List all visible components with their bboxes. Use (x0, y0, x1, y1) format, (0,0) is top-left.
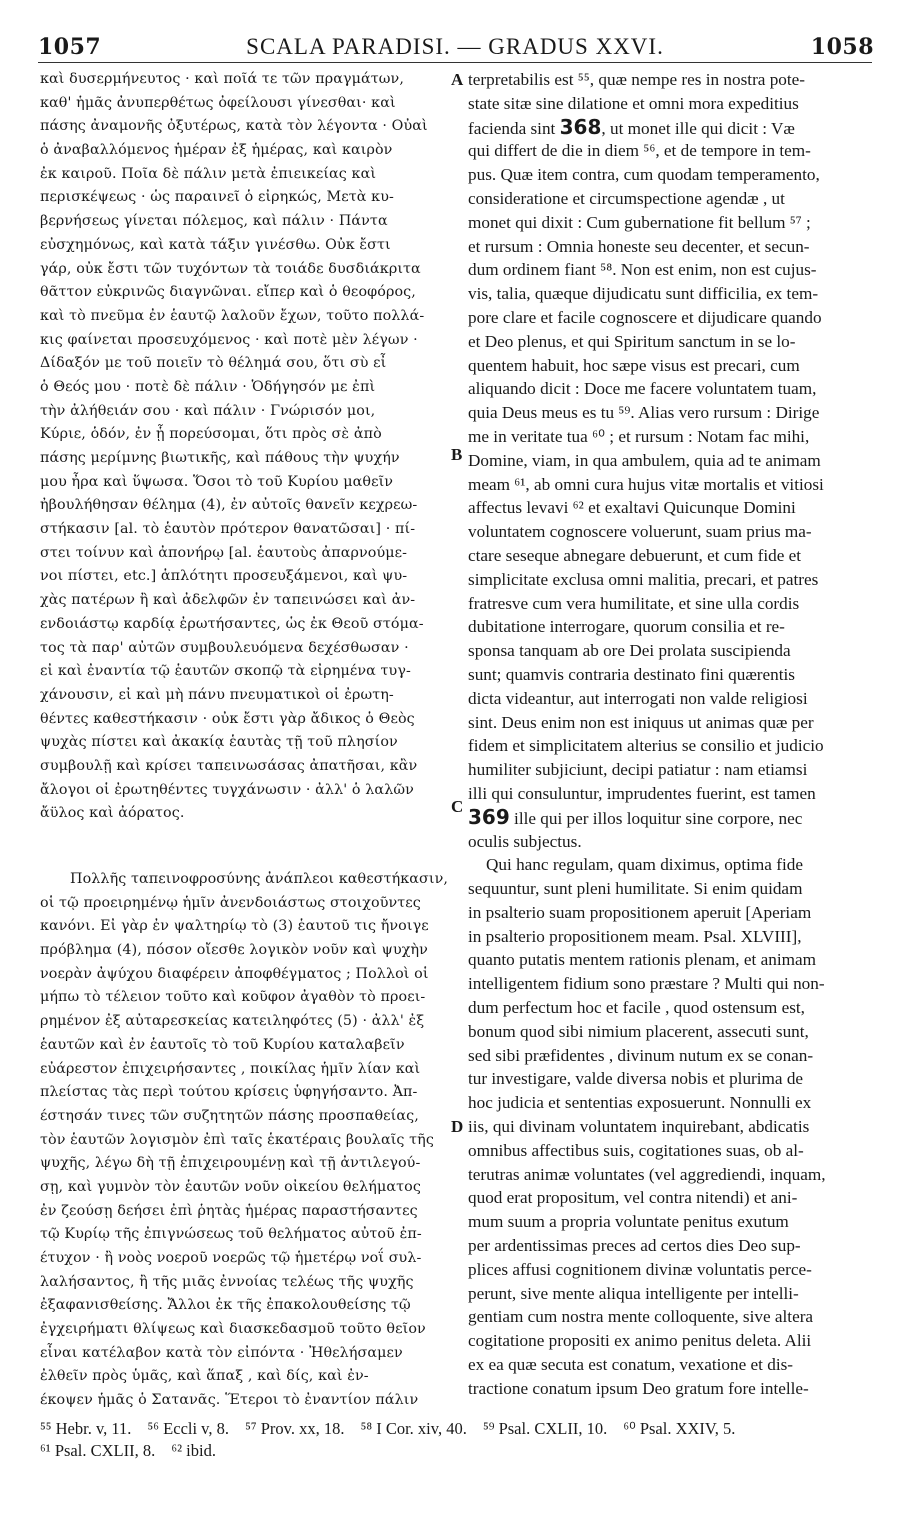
latin-text-line: sequuntur, sunt pleni humilitate. Si enim quidam (468, 879, 803, 899)
page-number-left: 1057 (38, 34, 102, 60)
footnote-line-2 (40, 1440, 874, 1462)
greek-text-line: ἐξαφανισθείσης. Ἄλλοι ἐκ τῆς ἐπακολουθείσης τῷ (40, 1297, 411, 1314)
greek-text-line: βερνήσεως γίνεται πόλεμος, καὶ πάλιν · Πάντα (40, 213, 388, 230)
latin-text-line: in psalterio suam propositionem aperuit [Aperiam (468, 902, 812, 922)
latin-text-line: qui differt de die in diem ⁵⁶, et de tempore in tem- (468, 141, 811, 161)
greek-text-line: κανόνι. Εἰ γὰρ ἐν ψαλτηρίῳ τὸ (3) ἑαυτοῦ τις ἤνοιγε (40, 918, 429, 935)
greek-text-line: στει τοίνυν καὶ ἀπονήρῳ [al. ἑαυτοὺς ἀπαρνούμε- (40, 544, 408, 561)
latin-text-line: quia Deus meus es tu ⁵⁹. Alias vero rursum : Dirige (468, 403, 820, 423)
greek-text-line: ἑαυτῶν καὶ ἐν ἑαυτοῖς τὸ τοῦ Κυρίου καταλαβεῖν (40, 1036, 405, 1053)
greek-text-line: καὶ δυσερμήνευτος · καὶ ποῖά τε τῶν πραγμάτων, (40, 71, 404, 87)
latin-text-line: in psalterio propositionem meam. Psal. XLVIII], (468, 926, 802, 946)
greek-text-line: τος τὰ παρ' αὐτῶν συμβουλευόμενα δεχέσθωσαν · (40, 639, 409, 656)
footnote: ⁵⁵ Hebr. v, 11. (40, 1419, 132, 1438)
footnote: ⁶⁰ Psal. XXIV, 5. (623, 1419, 736, 1438)
latin-text-line: quanto putatis mentem rationis plenam, et animam (468, 950, 816, 970)
latin-text-line: monet qui dixit : Cum gubernatione fit bellum ⁵⁷ ; (468, 212, 811, 232)
latin-text-line: sint. Deus enim non est iniquus ut animas quæ per (468, 712, 814, 732)
latin-text-line: per ardentissimas preces ad certos dies Deo sup- (468, 1236, 801, 1256)
latin-text-line: bonum quod sibi nimium placerent, assecuti sunt, (468, 1021, 809, 1041)
latin-text-line: terutras animæ voluntates (vel aggrediendi, inquam, (468, 1164, 826, 1184)
greek-text-line: πλείστας τὰς περὶ τούτου κρίσεις ὑφηγήσαντο. Ἀπ- (40, 1084, 418, 1101)
latin-text-line: voluntatem cognoscere voluerunt, suam prius ma- (468, 522, 812, 542)
latin-text-line: oculis subjectus. (468, 831, 582, 851)
header-rule (38, 62, 872, 63)
section-letter-c: C (451, 797, 464, 816)
footnote: ⁵⁷ Prov. xx, 18. (245, 1419, 345, 1438)
latin-text-line: dubitatione interrogare, quorum consilia et re- (468, 617, 785, 637)
greek-text-line: νοι πίστει, etc.] ἁπλότητι προσευξάμενοι, καὶ ψυ- (40, 568, 408, 585)
latin-text-line: pus. Quæ item contra, cum quodam temperamento, (468, 165, 820, 185)
footnotes (40, 1418, 874, 1462)
latin-text-line: ex ea quæ secuta est conatum, vexatione et dis- (468, 1355, 794, 1375)
running-title: SCALA PARADISI. — GRADUS XXVI. (246, 34, 664, 59)
latin-text-line: vis, talia, quæque dijudicatu sunt difficilia, ex tem- (468, 284, 819, 304)
section-letter-b: B (451, 445, 463, 464)
greek-text-line: ἐλθεῖν πρὸς ὑμᾶς, καὶ ἅπαξ , καὶ δίς, καὶ ἐν- (40, 1368, 369, 1385)
latin-text-line: iis, qui divinam voluntatem inquirebant, abdicatis (468, 1117, 810, 1137)
greek-text-line: νοερὰν ἀψύχου διαφέρειν ἀποφθέγματος ; Πολλοὶ οἱ (40, 965, 429, 982)
latin-text-line: pore clare et facile cognoscere et dijudicare quando (468, 307, 822, 327)
latin-text-line: plices affusi cognitionem divinæ voluntatis perce- (468, 1259, 812, 1279)
column-number: 368 (559, 114, 602, 139)
greek-text-line: γάρ, οὐκ ἔστι τῶν τυχόντων τὰ τοιάδε δυσδιάκριτα (40, 260, 421, 277)
latin-text-line: ctare seseque abnegare debuerunt, et cum fide et (468, 545, 802, 565)
latin-text-line: quentem habuit, hoc sæpe visus est precari, cum (468, 355, 800, 375)
greek-text-line: συμβουλῇ καὶ κρίσει ταπεινωσάσας ἀπατῆσαι, κἂν (40, 757, 418, 774)
greek-text-line: ενδοιάστῳ καρδίᾳ ἐρωτήσαντες, ὡς ἐκ Θεοῦ στόμα- (40, 615, 424, 632)
latin-text-line: simplicitate exclusa omni malitia, precari, et patres (468, 569, 819, 589)
footnote: ⁵⁶ Eccli v, 8. (147, 1419, 229, 1438)
greek-text-line: πάσης ἀναμονῆς ὀξυτέρως, κατὰ τὸν λέγοντα · Οὐαὶ (40, 118, 428, 135)
latin-text-line: sponsa tanquam ab ore Dei prolata suscipienda (468, 641, 791, 661)
greek-text-line: χὰς πατέρων ἢ καὶ ἀδελφῶν ἐν ταπεινώσει καὶ ἀν- (40, 592, 416, 609)
latin-text-line: et rursum : Omnia honeste seu decenter, et secun- (468, 236, 810, 256)
greek-text-line: εἰ καὶ ἐναντία τῷ ἑαυτῶν σκοπῷ τὰ εἰρημένα τυγ- (40, 663, 411, 680)
greek-text-line: καθ' ἡμᾶς ἀνυπερθέτως ὀφείλουσι γίνεσθαι· καὶ (40, 94, 396, 111)
greek-text-line: ἐγχειρήματι θλίψεως καὶ διασκεδασμοῦ τοῦτο θεῖον (40, 1321, 426, 1338)
latin-text-line: et Deo plenus, et qui Spiritum sanctum in se lo- (468, 331, 796, 351)
greek-text-line: περισκέψεως · ὡς παραινεῖ ὁ εἰρηκώς, Μετὰ κυ- (40, 189, 394, 206)
page-header (36, 30, 874, 64)
latin-text-line: humiliter subjiciunt, decipi patiatur : nam etiamsi (468, 760, 808, 780)
latin-text-line: tur investigare, valde diversa nobis et plurima de (468, 1069, 804, 1089)
latin-text-line: illi qui consuluntur, imprudentes fuerint, est tamen (468, 783, 816, 803)
latin-text-line: consideratione et circumspectione agendæ , ut (468, 188, 785, 208)
latin-text-line: perunt, sive mente aliqua intelligente per intelli- (468, 1283, 799, 1303)
latin-text-line: gentiam cum nostra mente colloquente, sive altera (468, 1307, 814, 1327)
greek-text-line: ἐν ζεούσῃ δεήσει ἐπὶ ῥητὰς ἡμέρας παραστήσαντες (40, 1202, 418, 1219)
latin-text-line: intelligentem fidium sono præstare ? Multi qui non- (468, 974, 825, 994)
latin-text-line: dum ordinem fiant ⁵⁸. Non est enim, non est cujus- (468, 260, 817, 280)
latin-text-line: facienda sint 368, ut monet ille qui dicit : Væ (468, 114, 795, 139)
latin-text-line: me in veritate tua ⁶⁰ ; et rursum : Notam fac mihi, (468, 426, 810, 446)
latin-text-line: tractione conatum ipsum Deo gratum fore intelle- (468, 1378, 809, 1398)
greek-text-line: ὁ ἀναβαλλόμενος ἡμέραν ἐξ ἡμέρας, καὶ καιρὸν (40, 142, 393, 159)
section-letter-d: D (451, 1117, 464, 1136)
greek-text-line: ἄϋλος καὶ ἀόρατος. (40, 805, 185, 822)
paragraph-gap (40, 826, 450, 868)
greek-text-line: πρόβλημα (4), πόσον οἴεσθε λογικὸν νοῦν καὶ ψυχὴν (40, 942, 428, 959)
greek-text-line: κις φαίνεται προσευχόμενος · καὶ ποτὲ μὲν λέγων · (40, 331, 418, 348)
latin-text-line: aliquando dicit : Doce me facere voluntatem tuam, (468, 379, 817, 399)
latin-text-line: sed sibi præfidentes , divinum nutum ex se conan- (468, 1045, 814, 1065)
greek-text-line: έκοψεν ἡμᾶς ὁ Σατανᾶς. Ἕτεροι τὸ ἐναντίον πάλιν (40, 1392, 419, 1409)
greek-column (40, 68, 450, 1413)
latin-text-line: state sitæ sine dilatione et omni mora expeditius (468, 93, 799, 113)
latin-text-line: meam ⁶¹, ab omni cura hujus vitæ mortalis et vitiosi (468, 474, 824, 494)
greek-text-line: λαλήσαντος, ἢ τῆς μιᾶς ἐννοίας τελέως τῆς ψυχῆς (40, 1273, 414, 1290)
latin-text-line: 369 ille qui per illos loquitur sine corpore, nec (468, 804, 803, 829)
greek-text-line: ἐκ καιροῦ. Ποῖα δὲ πάλιν μετὰ ἐπιεικείας καὶ (40, 165, 377, 182)
greek-text-line: τὴν ἀλήθειάν σου · καὶ πάλιν · Γνώρισόν μοι, (40, 402, 376, 419)
greek-text-line: εἶναι κατέλαβον κατὰ τὸν εἰπόντα · Ἠθελήσαμεν (40, 1344, 403, 1361)
greek-text-line: ὁ Θεός μου · ποτὲ δὲ πάλιν · Ὁδήγησόν με ἐπὶ (40, 378, 376, 395)
greek-text-line: τὸν ἑαυτῶν λογισμὸν ἐπὶ ταῖς ἑκατέραις βουλαῖς τῆς (40, 1131, 434, 1148)
latin-text-line: fidem et simplicitatem alterius se consilio et judicio (468, 736, 824, 756)
greek-text-line: εὐσχημόνως, καὶ κατὰ τάξιν γινέσθω. Οὐκ ἔστι (40, 236, 391, 253)
greek-text-line: θέντες καθεστήκασιν · οὐκ ἔστι γὰρ ἄδικος ὁ Θεὸς (40, 710, 415, 727)
column-number: 369 (468, 804, 510, 829)
footnote-line-1 (40, 1418, 874, 1440)
greek-text-line: καὶ τὸ πνεῦμα ἐν ἑαυτῷ λαλοῦν ἔχων, τοῦτο πολλά- (40, 307, 425, 324)
greek-text-line: θᾶττον εὐκρινῶς διαγνῶναι. εἴπερ καὶ ὁ θεοφόρος, (40, 284, 416, 301)
latin-text-line: Domine, viam, in qua ambulem, quia ad te animam (468, 450, 821, 470)
greek-text-line: έτυχον · ἢ νοὸς νοεροῦ νοερῶς τῷ ἡμετέρῳ νοΐ συλ- (40, 1250, 422, 1266)
latin-text-line: hoc judicia et sententias exposuerunt. Nonnulli ex (468, 1093, 812, 1113)
greek-text-line: έστησάν τινες τῶν συζητητῶν πάσης προσπαθείας, (40, 1107, 419, 1124)
footnote: ⁶¹ Psal. CXLII, 8. (40, 1441, 156, 1460)
greek-text-line: μου ἦρα καὶ ὕψωσα. Ὅσοι τὸ τοῦ Κυρίου μαθεῖν (40, 473, 394, 490)
latin-text-line: Qui hanc regulam, quam diximus, optima fide (486, 855, 803, 875)
latin-text-line: terpretabilis est ⁵⁵, quæ nempe res in nostra pote- (468, 70, 806, 89)
latin-column (468, 68, 878, 1401)
greek-text-line: Πολλῆς ταπεινοφροσύνης ἀνάπλεοι καθεστήκασιν, (70, 871, 449, 887)
greek-text-line: ἄλογοι οἱ ἐρωτηθέντες τυγχάνωσιν · ἀλλ' ὁ λαλῶν (40, 781, 414, 798)
greek-text-line: εὐάρεστον ἐπιχειρήσαντες , ποικίλας ἡμῖν λίαν καὶ (40, 1060, 421, 1077)
footnote: ⁶² ibid. (171, 1441, 216, 1460)
latin-text-line: sunt; quamvis contraria destinato fini quærentis (468, 664, 795, 684)
latin-text-line: cogitatione propositi ex animo penitus deleta. Alii (468, 1331, 812, 1351)
page-number-right: 1058 (810, 34, 874, 60)
greek-text-line: τῷ Κυρίῳ τῆς ἐπιγνώσεως τοῦ θελήματος αὐτοῦ ἐπ- (40, 1226, 422, 1243)
greek-text-line: πάσης μερίμνης βιωτικῆς, καὶ πάθους τὴν ψυχήν (40, 450, 400, 466)
greek-text-line: ψυχῆς, λέγω δὴ τῇ ἐπιχειρουμένῃ καὶ τῇ ἀντιλεγού- (40, 1155, 421, 1172)
greek-text-line: ψυχὰς πίστει καὶ ἀκακίᾳ ἑαυτὰς τῇ τοῦ πλησίον (40, 734, 398, 751)
greek-text-line: στήκασιν [al. τὸ ἑαυτὸν πρότερον θανατῶσαι] · πί- (40, 521, 416, 538)
greek-text-line: χάνουσιν, εἰ καὶ μὴ πάνυ πνευματικοὶ οἱ ἐρωτη- (40, 686, 394, 703)
latin-text-line: quod erat propositum, vel contra nitendi) et ani- (468, 1188, 798, 1208)
footnote: ⁵⁹ Psal. CXLII, 10. (482, 1419, 608, 1438)
latin-text-line: fratresve cum vera humilitate, et sine ulla cordis (468, 593, 800, 613)
latin-text-line: affectus levavi ⁶² et exaltavi Quicunque Domini (468, 498, 796, 518)
greek-text-line: Δίδαξόν με τοῦ ποιεῖν τὸ θέλημά σου, ὅτι σὺ εἶ (40, 355, 387, 372)
latin-text-line: dicta videantur, aut interrogati non valde religiosi (468, 688, 808, 708)
greek-text-line: ἠβουλήθησαν θέλημα (4), ἐν αὐτοῖς θανεῖν κεχρεω- (40, 497, 418, 514)
latin-text-line: mum suum a propria voluntate penitus exutum (468, 1212, 789, 1232)
greek-text-line: Κύριε, ὁδόν, ἐν ᾗ πορεύσομαι, ὅτι πρὸς σὲ ἀπὸ (40, 426, 382, 443)
section-letter-a: A (451, 70, 464, 89)
greek-text-line: οἱ τῷ προειρημένῳ ἡμῖν ἀνενδοιάστως στοιχοῦντες (40, 894, 421, 911)
footnote: ⁵⁸ I Cor. xiv, 40. (360, 1419, 467, 1438)
greek-text-line: μήπω τὸ τέλειον τοῦτο καὶ κοῦφον ἀγαθὸν τὸ προει- (40, 989, 426, 1006)
latin-text-line: dum perfectum hoc et facile , quod ostensum est, (468, 998, 805, 1018)
latin-text-line: omnibus affectibus suis, cogitationes suas, ob al- (468, 1140, 804, 1160)
greek-text-line: ρημένον ἐξ αὐταρεσκείας κατειληφότες (5) · ἀλλ' ἐξ (40, 1013, 425, 1030)
greek-text-line: σῃ, καὶ γυμνὸν τὸν ἑαυτῶν νοῦν οἰκείου θελήματος (40, 1178, 421, 1195)
